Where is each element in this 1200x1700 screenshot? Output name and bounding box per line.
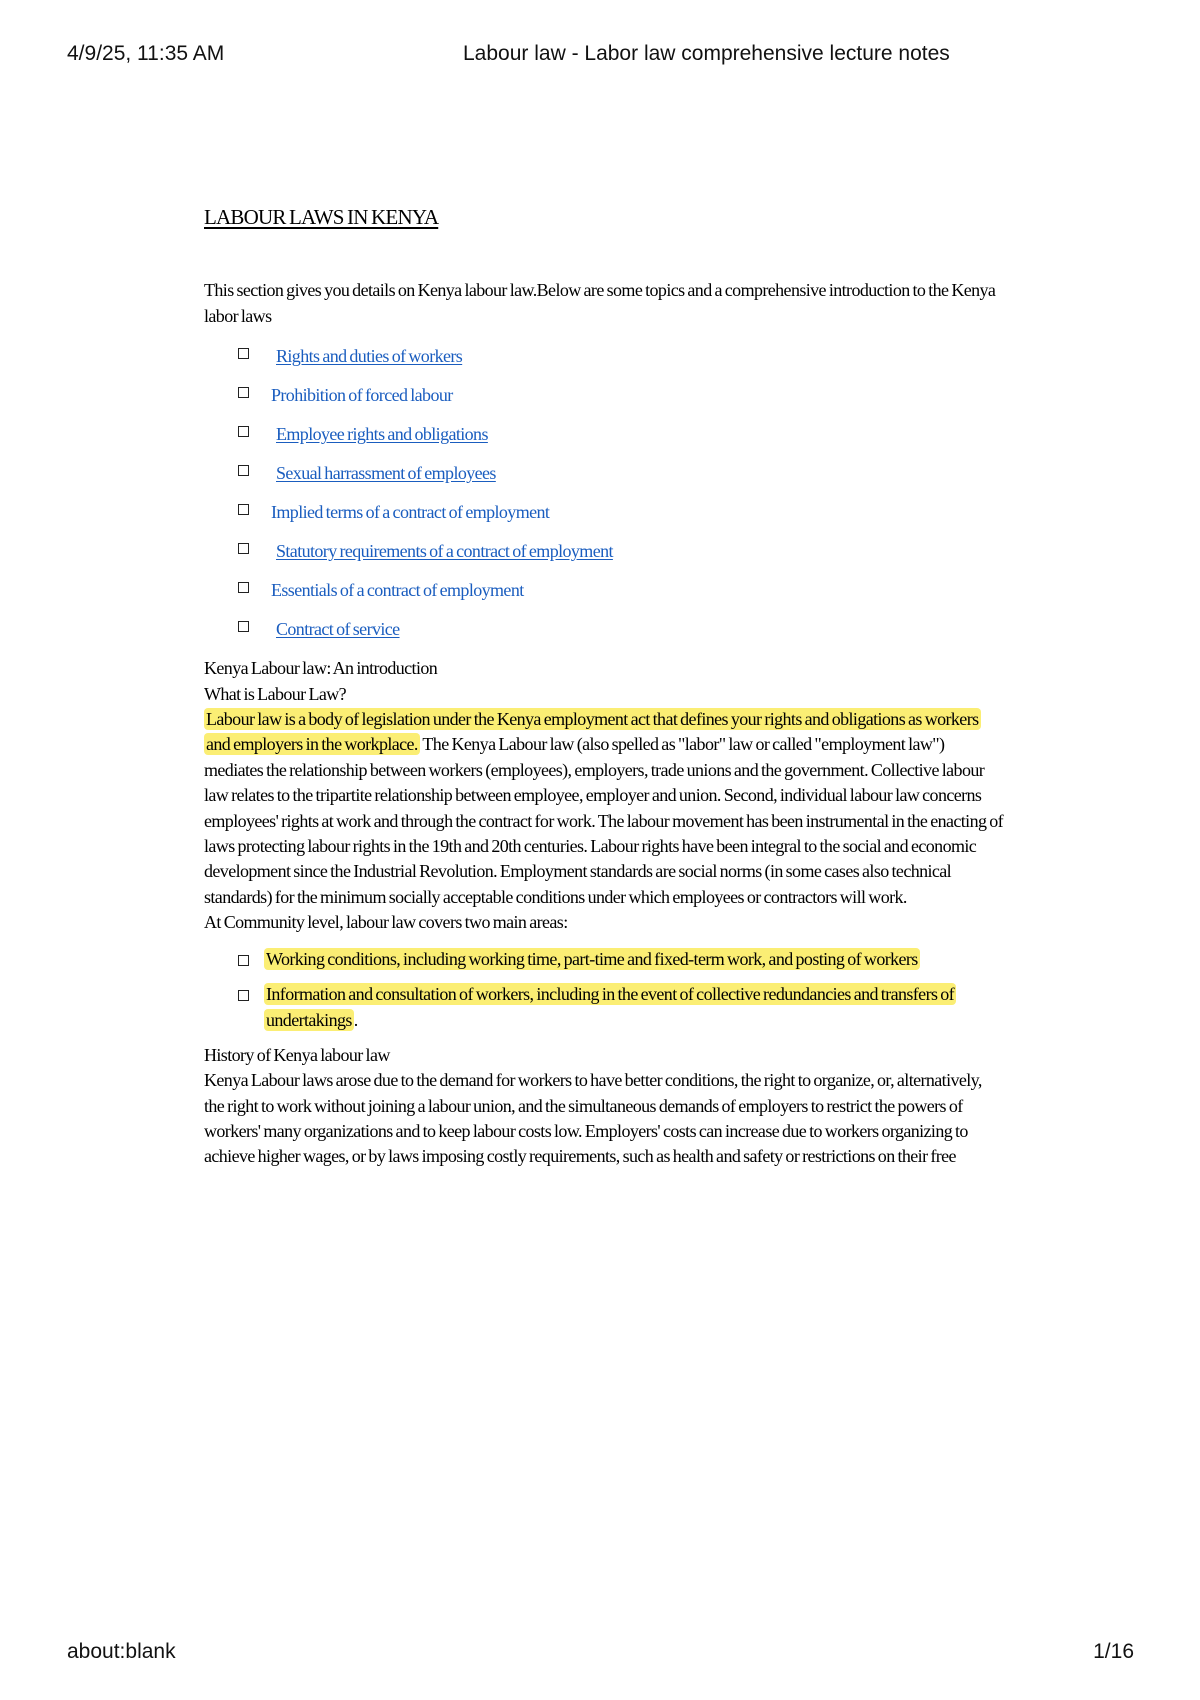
checkbox-bullet-icon <box>238 387 249 398</box>
checkbox-bullet-icon <box>238 348 249 359</box>
area-suffix: . <box>353 1009 358 1030</box>
topic-link-forced-labour[interactable]: Prohibition of forced labour <box>271 385 453 406</box>
topic-link-contract-of-service[interactable]: Contract of service <box>276 619 400 640</box>
checkbox-bullet-icon <box>238 990 249 1001</box>
checkbox-bullet-icon <box>238 582 249 593</box>
topic-link-employee-rights[interactable]: Employee rights and obligations <box>276 424 488 445</box>
section-paragraph-definition <box>204 707 1004 910</box>
areas-list <box>204 946 1004 1033</box>
community-intro: At Community level, labour law covers two main areas: <box>204 912 568 933</box>
topic-item-sexual-harassment <box>204 455 1004 494</box>
topic-link-rights-duties[interactable]: Rights and duties of workers <box>276 346 463 367</box>
topic-link-sexual-harassment[interactable]: Sexual harrassment of employees <box>276 463 496 484</box>
document-title <box>204 205 1004 230</box>
checkbox-bullet-icon <box>238 426 249 437</box>
highlighted-definition: Labour law is a body of legislation under the Kenya employment act that defines your rights and obligations as workers and employers in the workplace. <box>206 709 979 755</box>
topic-link-statutory-requirements[interactable]: Statutory requirements of a contract of employment <box>276 541 613 562</box>
document-body <box>204 205 1004 1170</box>
topic-item-implied-terms <box>204 494 1004 533</box>
intro-paragraph: This section gives you details on Kenya labour law.Below are some topics and a comprehensive introduction to the Kenya labor laws <box>204 280 996 326</box>
checkbox-bullet-icon <box>238 543 249 554</box>
topic-item-statutory-requirements <box>204 533 1004 572</box>
print-url: about:blank <box>67 1640 176 1663</box>
checkbox-bullet-icon <box>238 621 249 632</box>
topic-item-employee-rights <box>204 416 1004 455</box>
checkbox-bullet-icon <box>238 955 249 966</box>
print-page-title: Labour law - Labor law comprehensive lecture notes <box>463 42 950 65</box>
checkbox-bullet-icon <box>238 465 249 476</box>
topic-item-essentials <box>204 572 1004 611</box>
topic-item-forced-labour <box>204 377 1004 416</box>
topics-list <box>204 338 1004 650</box>
topic-item-rights-duties <box>204 338 1004 377</box>
section-heading-history: History of Kenya labour law <box>204 1044 390 1065</box>
print-datetime: 4/9/25, 11:35 AM <box>67 42 225 65</box>
section-question: What is Labour Law? <box>204 683 347 704</box>
definition-body: The Kenya Labour law (also spelled as "labor" law or called "employment law") mediates the relationship between workers (employees), employers, trade unions and the government. Collective labour law relates to the tripartite relationship between employee, employer and union. Second, individual labour law concerns employees' rights at work and through the contract for work. The labour movement has been instrumental in the enacting of laws protecting labour rights in the 19th and 20th centuries. Labour rights have been integral to the social and economic development since the Industrial Revolution. Employment standards are social norms (in some cases also technical standards) for the minimum socially acceptable conditions under which employees or contractors will work. <box>204 734 1004 907</box>
history-paragraph: Kenya Labour laws arose due to the demand for workers to have better conditions, the right to organize, or, alternatively, the right to work without joining a labour union, and the simultaneous demands of employers to restrict the powers of workers' many organizations and to keep labour costs low. Employers' costs can increase due to workers organizing to achieve higher wages, or by laws imposing costly requirements, such as health and safety or restrictions on their free <box>204 1070 982 1167</box>
highlighted-area-text: Information and consultation of workers, including in the event of collective redundancies and transfers of undertakings <box>266 983 955 1030</box>
topic-link-implied-terms[interactable]: Implied terms of a contract of employment <box>271 502 550 523</box>
topic-item-contract-of-service <box>204 611 1004 650</box>
checkbox-bullet-icon <box>238 504 249 515</box>
page-number: 1/16 <box>1093 1640 1134 1663</box>
area-item-working-conditions <box>204 946 1004 972</box>
document-title-text: LABOUR LAWS IN KENYA <box>204 205 439 229</box>
topic-link-essentials[interactable]: Essentials of a contract of employment <box>271 580 524 601</box>
section-heading-introduction: Kenya Labour law: An introduction <box>204 658 438 679</box>
area-item-information-consultation <box>204 981 1004 1033</box>
highlighted-area-text: Working conditions, including working time, part-time and fixed-term work, and posting of workers <box>266 948 918 969</box>
